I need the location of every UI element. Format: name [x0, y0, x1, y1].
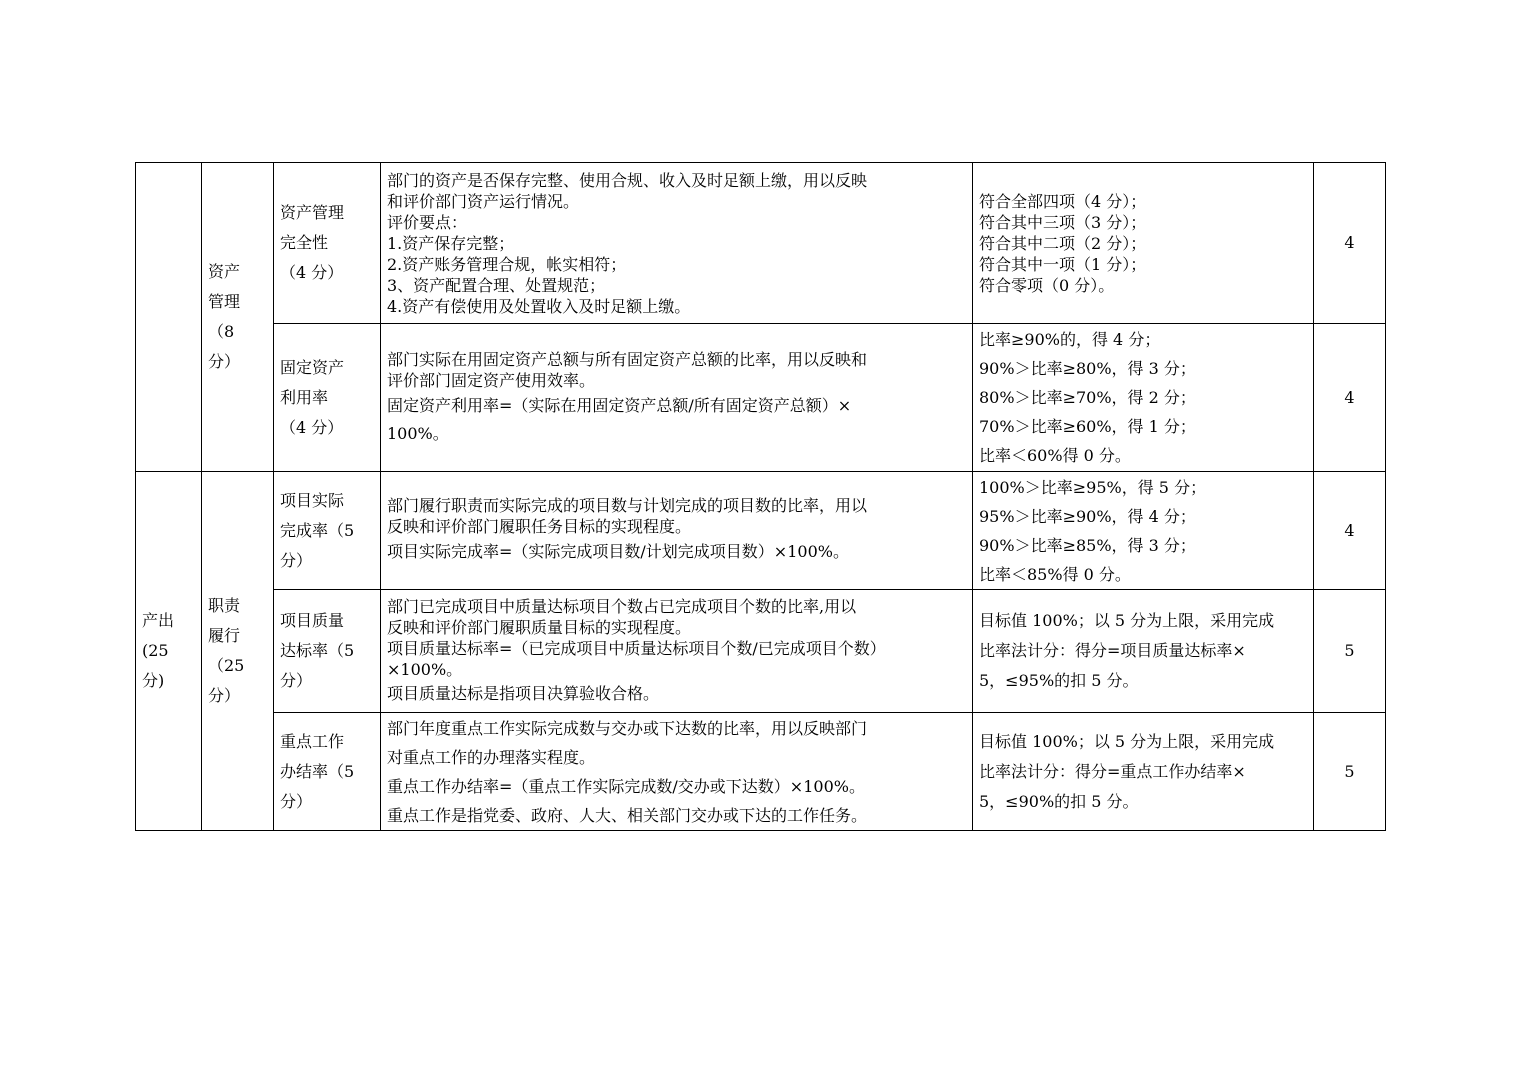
table-row: [136, 324, 1386, 472]
score-cell: 5: [1314, 590, 1386, 713]
category-cell: [136, 163, 202, 472]
indicator-cell: 项目实际 完成率（5 分）: [274, 472, 381, 590]
sub-category-cell: 资产 管理 （8 分）: [202, 163, 274, 472]
criteria-cell: 目标值 100%；以 5 分为上限，采用完成 比率法计分：得分=项目质量达标率× 5，≤95%的扣 5 分。: [973, 590, 1314, 713]
description-cell: 部门已完成项目中质量达标项目个数占已完成项目个数的比率,用以 反映和评价部门履职质量目标的实现程度。 项目质量达标率=（已完成项目中质量达标项目个数/已完成项目个数） ×100%。 项目质量达标是指项目决算验收合格。: [381, 590, 973, 713]
evaluation-table: [135, 162, 1386, 831]
indicator-cell: 资产管理 完全性 （4 分）: [274, 163, 381, 324]
criteria-cell: 符合全部四项（4 分）； 符合其中三项（3 分）； 符合其中二项（2 分）； 符合其中一项（1 分）； 符合零项（0 分）。: [973, 163, 1314, 324]
indicator-cell: 项目质量 达标率（5 分）: [274, 590, 381, 713]
description-cell: 部门履行职责而实际完成的项目数与计划完成的项目数的比率，用以 反映和评价部门履职任务目标的实现程度。 项目实际完成率=（实际完成项目数/计划完成项目数）×100%。: [381, 472, 973, 590]
table-row: [136, 590, 1386, 713]
criteria-cell: 100%＞比率≥95%，得 5 分； 95%＞比率≥90%，得 4 分； 90%＞比率≥85%，得 3 分； 比率＜85%得 0 分。: [973, 472, 1314, 590]
criteria-cell: 比率≥90%的，得 4 分； 90%＞比率≥80%，得 3 分； 80%＞比率≥70%，得 2 分； 70%＞比率≥60%，得 1 分； 比率＜60%得 0 分。: [973, 324, 1314, 472]
category-cell: 产出 (25 分): [136, 472, 202, 831]
score-cell: 4: [1314, 163, 1386, 324]
sub-category-cell: 职责 履行 （25 分）: [202, 472, 274, 831]
table-row: [136, 472, 1386, 590]
table-row: [136, 713, 1386, 831]
score-cell: 4: [1314, 472, 1386, 590]
indicator-cell: 重点工作 办结率（5 分）: [274, 713, 381, 831]
score-cell: 4: [1314, 324, 1386, 472]
criteria-cell: 目标值 100%；以 5 分为上限，采用完成 比率法计分：得分=重点工作办结率× 5，≤90%的扣 5 分。: [973, 713, 1314, 831]
table-row: [136, 163, 1386, 324]
score-cell: 5: [1314, 713, 1386, 831]
description-cell: 部门的资产是否保存完整、使用合规、收入及时足额上缴，用以反映 和评价部门资产运行情况。 评价要点： 1.资产保存完整； 2.资产账务管理合规，帐实相符； 3、资产配置合理、处置规范； 4.资产有偿使用及处置收入及时足额上缴。: [381, 163, 973, 324]
description-cell: 部门实际在用固定资产总额与所有固定资产总额的比率，用以反映和 评价部门固定资产使用效率。 固定资产利用率=（实际在用固定资产总额/所有固定资产总额）× 100%。: [381, 324, 973, 472]
description-cell: 部门年度重点工作实际完成数与交办或下达数的比率，用以反映部门 对重点工作的办理落实程度。 重点工作办结率=（重点工作实际完成数/交办或下达数）×100%。 重点工作是指党委、政府、人大、相关部门交办或下达的工作任务。: [381, 713, 973, 831]
indicator-cell: 固定资产 利用率 （4 分）: [274, 324, 381, 472]
